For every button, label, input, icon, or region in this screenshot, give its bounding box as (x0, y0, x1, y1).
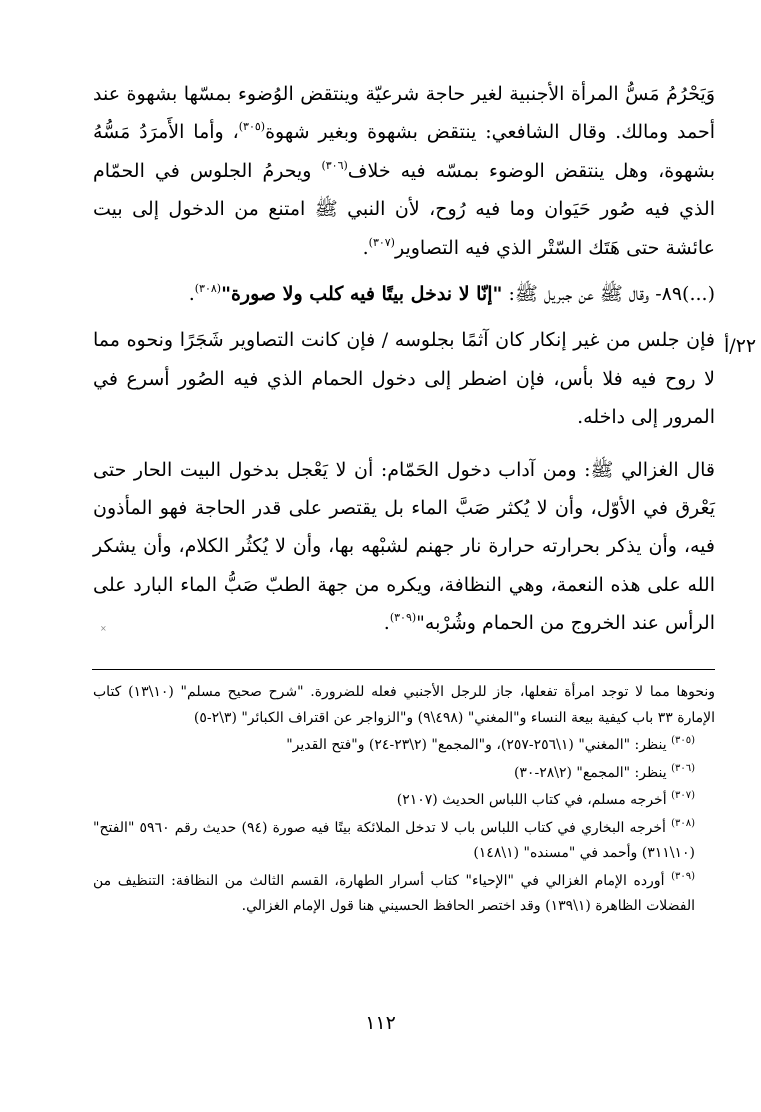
footnote-number: (٣٠٦) (671, 762, 695, 774)
footnote-305: $^{(٣٠٥)}$ ينظر: "المغني" (١\٢٥٦-٢٥٧)، و"المجمع" (٢\٢٣-٢٤) و"فتح القدير" (286, 735, 695, 753)
manuscript-folio-marker: ٢٢/أ (724, 335, 757, 357)
paragraph-1: وَيَحْرُمُ مَسُّ المرأة الأجنبية لغير حاجة شرعيّة وينتقض الوُضوء بمسّها بشهوة عند أحمد ومالك. وقال الشافعي: ينتقض بشهوة وبغير شهوة$^{(٣٠٥)}$، وأما الأَمرَدُ مَسُّهُ بشهوة، وهل ينتقض الوضوء بمسّه فيه خلاف$^{(٣٠٦)}$ ويحرمُ الجلوس في الحمّام الذي فيه صُور حَيَوان وما فيه رُوح، لأن النبي ﷺ امتنع من الدخول إلى بيت عائشة حتى هَتَك السّتْر الذي فيه التصاوير$^{(٣٠٧)}$. (93, 83, 715, 259)
footnote-308: $^{(٣٠٨)}$ أخرجه البخاري في كتاب اللباس باب لا تدخل الملائكة بيتًا فيه صورة (٩٤) حديث رقم ٥٩٦٠ "الفتح" (١٠\٣١١) وأحمد في "مسنده" (١\١٤٨) (93, 817, 696, 861)
footnote-ref-309[interactable]: (٣٠٩) (389, 611, 417, 625)
footnote-ref-307[interactable]: (٣٠٧) (368, 235, 395, 249)
hadith-paragraph: (...)٨٩- وقال ﷺ عن جبريل ﷺ: "إنّا لا ندخل بيتًا فيه كلب ولا صورة"$^{(٣٠٨)}$. (188, 282, 715, 306)
page-number: ١١٢ (365, 1012, 396, 1034)
footnote-307: $^{(٣٠٧)}$ أخرجه مسلم، في كتاب اللباس الحديث (٢١٠٧) (396, 790, 695, 808)
footnote-309: $^{(٣٠٩)}$ أورده الإمام الغزالي في "الإحياء" كتاب أسرار الطهارة، القسم الثالث من النظافة: التنظيف من الفضلات الظاهرة (١\١٣٩) وقد اختصر الحافظ الحسيني هنا قول الإمام الغزالي. (93, 870, 695, 914)
footnote-ref-306[interactable]: (٣٠٦) (321, 158, 348, 172)
paragraph-4: قال الغزالي ﷺ: ومن آداب دخول الحَمّام: أن لا يَعْجل بدخول البيت الحار حتى يَعْرق في الأوّل، وأن لا يُكثر صَبَّ الماء بل يقتصر على قدر الحاجة فهو المأذون فيه، وأن يذكر بحرارته حرارة نار جهنم لشبْهه بها، وأن لا يُكثُر الكلام، وأن يشكر الله على هذه النعمة، وهي النظافة، ويكره من جهة الطبّ صَبُّ الماء البارد على الرأس عند الخروج من الحمام وشُرْبه"$^{(٣٠٩)}$. (93, 458, 715, 635)
main-text (93, 75, 715, 643)
footnotes (93, 680, 715, 922)
footnote-ref-305[interactable]: (٣٠٥) (238, 120, 266, 134)
footnote-number: (٣٠٨) (671, 817, 696, 829)
footnote-number: (٣٠٧) (671, 790, 695, 801)
footnote-ref-308[interactable]: (٣٠٨) (194, 282, 222, 296)
footnote-continuation: ونحوها مما لا توجد امرأة تفعلها، جاز للرجل الأجنبي فعله للضرورة. "شرح صحيح مسلم" (١٠\١٣) كتاب الإمارة ٣٣ باب كيفية بيعة النساء و"المغني" (٤٩٨\٩) و"الزواجر عن اقتراف الكبائر" (٣\٢-٥) (93, 684, 716, 726)
paragraph-3: فإن جلس من غير إنكار كان آثمًا بجلوسه / فإن كانت التصاوير شَجَرًا ونحوه مما لا روح فيه فلا بأس، فإن اضطر إلى دخول الحمام الذي فيه الصُور أسرع في المرور إلى داخله. (93, 329, 715, 429)
footnote-separator (92, 669, 715, 670)
footnote-number: (٣٠٥) (671, 735, 695, 746)
stray-mark: × (100, 624, 107, 633)
hadith-quote: "إنّا لا ندخل بيتًا فيه كلب ولا صورة" (221, 283, 503, 306)
footnote-number: (٣٠٩) (671, 870, 695, 882)
footnote-306: $^{(٣٠٦)}$ ينظر: "المجمع" (٢\٢٨-٣٠) (513, 762, 695, 781)
